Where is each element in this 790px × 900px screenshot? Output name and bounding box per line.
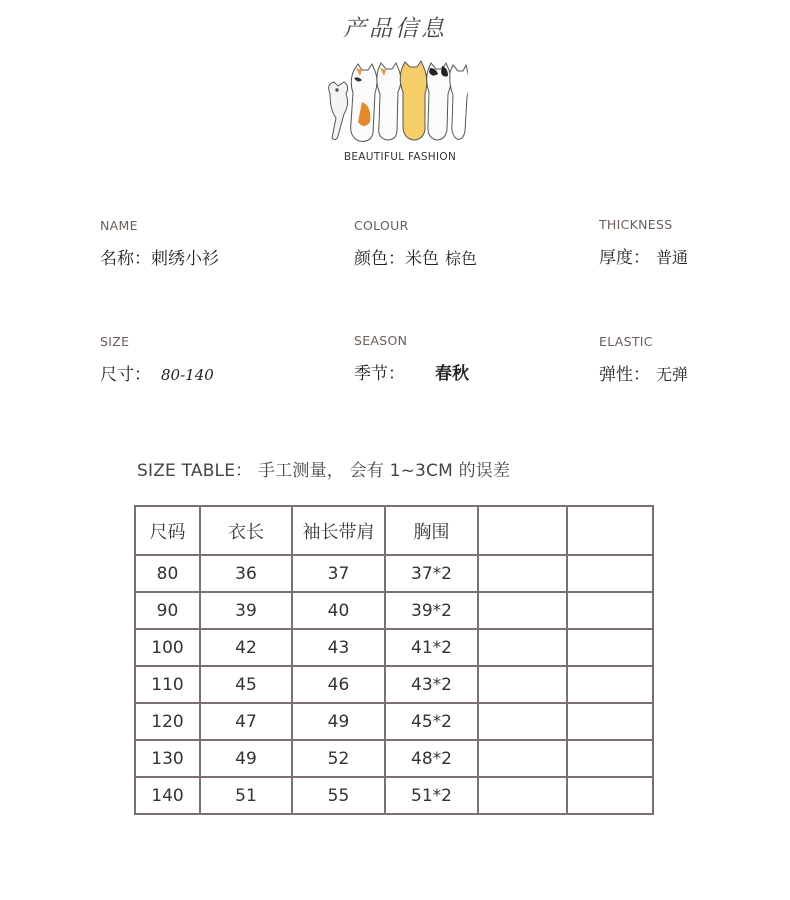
- size-table: [134, 505, 654, 815]
- table-cell: 52: [292, 740, 385, 777]
- info-thickness: [599, 217, 688, 268]
- table-cell: [567, 740, 653, 777]
- info-key: 名称：: [100, 249, 151, 269]
- table-cell: 130: [135, 740, 200, 777]
- table-cell: 110: [135, 666, 200, 703]
- table-cell: [478, 592, 567, 629]
- table-cell: [478, 629, 567, 666]
- size-table-note: SIZE TABLE： 手工测量， 会有 1~3CM 的误差: [137, 461, 511, 481]
- info-season: [354, 333, 469, 384]
- info-label: THICKNESS: [599, 217, 673, 232]
- table-cell: 90: [135, 592, 200, 629]
- brand-text: BEAUTIFUL FASHION: [343, 151, 457, 163]
- table-header-cell: [567, 506, 653, 555]
- table-cell: [478, 555, 567, 592]
- info-key: 尺寸：: [100, 365, 151, 385]
- info-value: 80-140: [161, 366, 214, 384]
- table-cell: [478, 703, 567, 740]
- table-row: [135, 666, 653, 703]
- info-label: NAME: [100, 218, 138, 233]
- table-cell: 42: [200, 629, 292, 666]
- table-cell: [567, 703, 653, 740]
- table-header-cell: 袖长带肩: [292, 506, 385, 555]
- table-cell: [478, 666, 567, 703]
- info-label: SEASON: [354, 333, 408, 348]
- info-value: 米色: [405, 249, 439, 269]
- table-cell: 49: [200, 740, 292, 777]
- table-cell: 120: [135, 703, 200, 740]
- table-row: [135, 555, 653, 592]
- table-cell: [567, 629, 653, 666]
- info-label: SIZE: [100, 334, 130, 349]
- table-cell: [567, 777, 653, 814]
- table-cell: [478, 777, 567, 814]
- table-cell: 100: [135, 629, 200, 666]
- table-cell: [567, 555, 653, 592]
- table-header-row: [135, 506, 653, 555]
- table-row: [135, 629, 653, 666]
- info-value: 春秋: [435, 364, 469, 384]
- table-cell: 47: [200, 703, 292, 740]
- info-size: [100, 334, 214, 385]
- table-cell: 55: [292, 777, 385, 814]
- table-cell: 37: [292, 555, 385, 592]
- table-header-cell: 胸围: [385, 506, 478, 555]
- info-value: 无弹: [656, 365, 689, 384]
- page-title: 产品信息: [343, 16, 447, 42]
- table-row: [135, 777, 653, 814]
- table-cell: [567, 592, 653, 629]
- info-value: 普通: [656, 248, 689, 267]
- table-header-cell: [478, 506, 567, 555]
- table-cell: 41*2: [385, 629, 478, 666]
- table-header-cell: 尺码: [135, 506, 200, 555]
- table-cell: 51*2: [385, 777, 478, 814]
- table-header-cell: 衣长: [200, 506, 292, 555]
- table-row: [135, 740, 653, 777]
- info-key: 厚度：: [599, 248, 650, 268]
- info-value-2: 棕色: [445, 249, 478, 268]
- info-key: 颜色：: [354, 249, 405, 269]
- info-value: 刺绣小衫: [151, 249, 219, 269]
- table-row: [135, 592, 653, 629]
- table-cell: 37*2: [385, 555, 478, 592]
- table-cell: 48*2: [385, 740, 478, 777]
- info-label: COLOUR: [354, 218, 409, 233]
- table-cell: 39: [200, 592, 292, 629]
- table-row: [135, 703, 653, 740]
- table-cell: [567, 666, 653, 703]
- table-cell: 45: [200, 666, 292, 703]
- table-cell: 51: [200, 777, 292, 814]
- info-colour: [354, 218, 477, 269]
- table-cell: 40: [292, 592, 385, 629]
- table-cell: 43*2: [385, 666, 478, 703]
- table-cell: 39*2: [385, 592, 478, 629]
- table-cell: [478, 740, 567, 777]
- info-key: 弹性：: [599, 365, 650, 385]
- table-cell: 46: [292, 666, 385, 703]
- table-cell: 80: [135, 555, 200, 592]
- table-cell: 45*2: [385, 703, 478, 740]
- info-elastic: [599, 334, 688, 385]
- table-cell: 140: [135, 777, 200, 814]
- info-label: ELASTIC: [599, 334, 653, 349]
- table-cell: 36: [200, 555, 292, 592]
- table-cell: 43: [292, 629, 385, 666]
- table-cell: 49: [292, 703, 385, 740]
- info-key: 季节：: [354, 364, 405, 384]
- info-name: [100, 218, 219, 269]
